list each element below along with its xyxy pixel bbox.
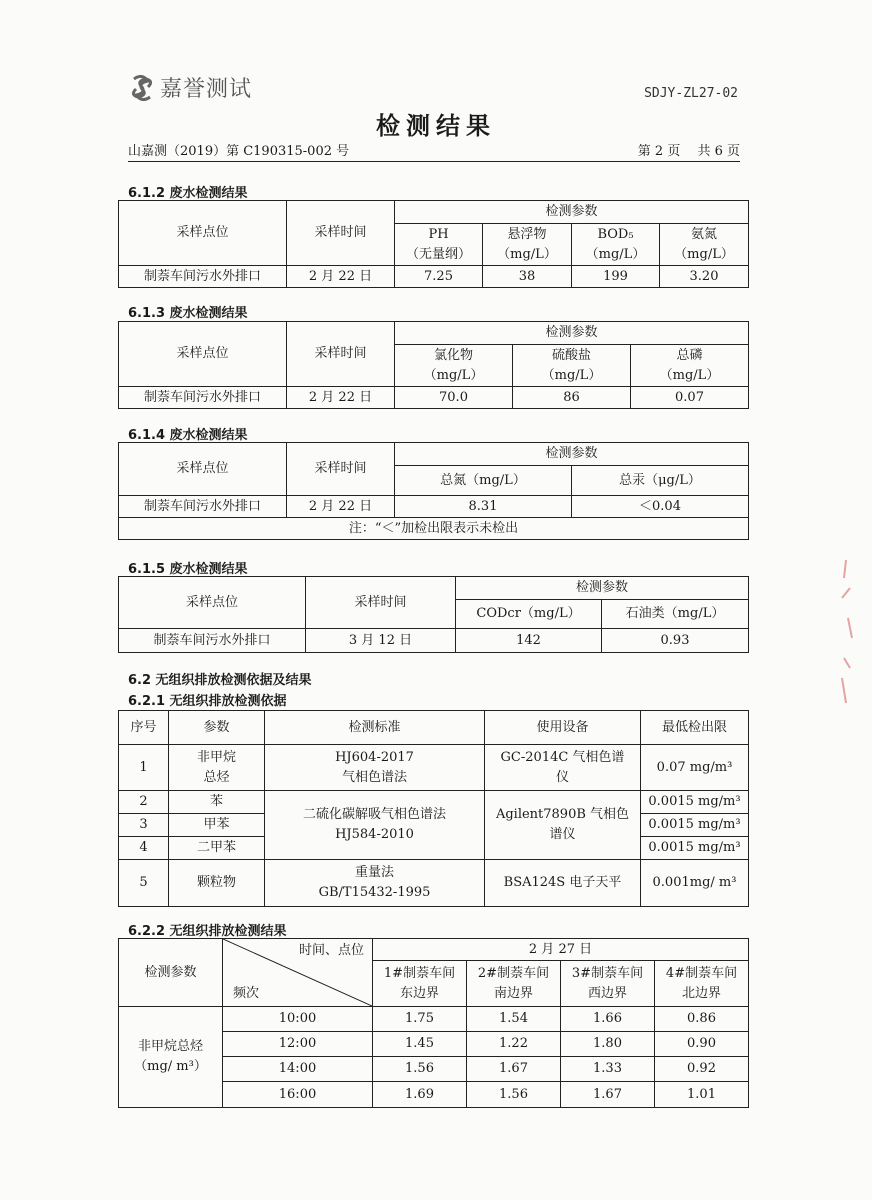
cell-param: 苯 [169, 791, 265, 814]
company-logo [128, 72, 252, 103]
header-point-3: 3#制萘车间 西边界 [561, 961, 655, 1007]
cell-value: 1.67 [561, 1082, 655, 1108]
cell-value: 1.33 [561, 1057, 655, 1082]
cell-value: 1.69 [373, 1082, 467, 1108]
header-test-params: 检测参数 [395, 322, 749, 345]
param-petroleum: 石油类（mg/L） [602, 600, 749, 629]
header-sampling-time: 采样时间 [306, 577, 456, 629]
param-ammonia-nitrogen: 氨氮 （mg/L） [660, 224, 749, 266]
section-6-1-3-title: 6.1.3 废水检测结果 [128, 306, 248, 321]
header-sampling-location: 采样点位 [119, 322, 287, 387]
header-diagonal-cell [223, 939, 373, 1007]
cell-time: 2 月 22 日 [287, 387, 395, 409]
header-sampling-time: 采样时间 [287, 443, 395, 496]
cell-value: 8.31 [395, 496, 572, 518]
cell-location: 制萘车间污水外排口 [119, 387, 287, 409]
cell-standard: 重量法 GB/T15432-1995 [265, 860, 485, 907]
cell-limit: 0.07 mg/m³ [641, 745, 749, 791]
header-point-2: 2#制萘车间 南边界 [467, 961, 561, 1007]
cell-param: 二甲苯 [169, 837, 265, 860]
cell-time: 3 月 12 日 [306, 629, 456, 653]
param-ph: PH （无量纲） [395, 224, 483, 266]
param-total-mercury: 总汞（μg/L） [572, 466, 749, 496]
cell-value: 1.67 [467, 1057, 561, 1082]
header-point-1: 1#制萘车间 东边界 [373, 961, 467, 1007]
cell-value: 1.01 [655, 1082, 749, 1108]
cell-limit: 0.0015 mg/m³ [641, 791, 749, 814]
diag-bottom-label: 频次 [233, 986, 260, 1001]
section-6-1-4-title: 6.1.4 废水检测结果 [128, 428, 248, 443]
header-device: 使用设备 [485, 711, 641, 745]
cell-value: 1.22 [467, 1032, 561, 1057]
header-test-params: 检测参数 [395, 443, 749, 466]
header-detection-limit: 最低检出限 [641, 711, 749, 745]
logo-icon [128, 75, 156, 101]
cell-limit: 0.0015 mg/m³ [641, 814, 749, 837]
cell-value: 86 [513, 387, 631, 409]
cell-time: 2 月 22 日 [287, 496, 395, 518]
table-6-1-2 [118, 200, 749, 288]
table-6-2-1 [118, 710, 749, 907]
cell-value: 70.0 [395, 387, 513, 409]
cell-value: 1.56 [373, 1057, 467, 1082]
cell-value: 142 [456, 629, 602, 653]
cell-no: 4 [119, 837, 169, 860]
cell-time: 14:00 [223, 1057, 373, 1082]
header-sampling-time: 采样时间 [287, 201, 395, 266]
table-note: 注：“＜”加检出限表示未检出 [119, 518, 749, 540]
table-6-1-3 [118, 321, 749, 409]
cell-value: ＜0.04 [572, 496, 749, 518]
table-6-1-4 [118, 442, 749, 540]
cell-param: 非甲烷 总烃 [169, 745, 265, 791]
cell-param: 颗粒物 [169, 860, 265, 907]
cell-location: 制萘车间污水外排口 [119, 629, 306, 653]
param-bod5: BOD₅ （mg/L） [572, 224, 660, 266]
report-line [128, 140, 740, 162]
cell-value: 0.86 [655, 1007, 749, 1032]
header-no: 序号 [119, 711, 169, 745]
header-param: 参数 [169, 711, 265, 745]
cell-param-nmhc: 非甲烷总烃 （mg/ m³） [119, 1007, 223, 1108]
header-standard: 检测标准 [265, 711, 485, 745]
header-sampling-location: 采样点位 [119, 577, 306, 629]
param-codcr: CODcr（mg/L） [456, 600, 602, 629]
cell-device: GC-2014C 气相色谱 仪 [485, 745, 641, 791]
cell-standard: HJ604-2017 气相色谱法 [265, 745, 485, 791]
section-6-2-title: 6.2 无组织排放检测依据及结果 [128, 673, 312, 688]
page-title: 检测结果 [376, 112, 496, 140]
header-point-4: 4#制萘车间 北边界 [655, 961, 749, 1007]
cell-value: 0.92 [655, 1057, 749, 1082]
header-param: 检测参数 [119, 939, 223, 1007]
cell-value: 7.25 [395, 266, 483, 288]
cell-value: 1.54 [467, 1007, 561, 1032]
cell-no: 3 [119, 814, 169, 837]
cell-limit: 0.0015 mg/m³ [641, 837, 749, 860]
cell-time: 2 月 22 日 [287, 266, 395, 288]
cell-value: 1.80 [561, 1032, 655, 1057]
cell-value: 0.07 [631, 387, 749, 409]
header-sampling-location: 采样点位 [119, 201, 287, 266]
section-6-1-5-title: 6.1.5 废水检测结果 [128, 562, 248, 577]
cell-value: 0.90 [655, 1032, 749, 1057]
logo-text: 嘉誉测试 [160, 77, 253, 102]
page-info: 第 2 页 共 6 页 [637, 144, 740, 159]
cell-value: 1.66 [561, 1007, 655, 1032]
header-test-params: 检测参数 [395, 201, 749, 224]
param-sulfate: 硫酸盐 （mg/L） [513, 345, 631, 387]
cell-value: 3.20 [660, 266, 749, 288]
cell-time: 10:00 [223, 1007, 373, 1032]
header-date: 2 月 27 日 [373, 939, 749, 961]
param-total-phosphorus: 总磷 （mg/L） [631, 345, 749, 387]
cell-value: 1.45 [373, 1032, 467, 1057]
diag-top-label: 时间、点位 [298, 943, 364, 958]
cell-value: 1.56 [467, 1082, 561, 1108]
cell-location: 制萘车间污水外排口 [119, 266, 287, 288]
table-6-1-5 [118, 576, 749, 653]
cell-device: BSA124S 电子天平 [485, 860, 641, 907]
cell-param: 甲苯 [169, 814, 265, 837]
cell-time: 16:00 [223, 1082, 373, 1108]
cell-no: 1 [119, 745, 169, 791]
cell-time: 12:00 [223, 1032, 373, 1057]
cell-value: 38 [483, 266, 572, 288]
cell-location: 制萘车间污水外排口 [119, 496, 287, 518]
report-number: 山嘉测（2019）第 C190315-002 号 [128, 144, 350, 159]
cell-device: Agilent7890B 气相色 谱仪 [485, 791, 641, 860]
cell-limit: 0.001mg/ m³ [641, 860, 749, 907]
doc-code: SDJY-ZL27-02 [644, 86, 738, 101]
cell-no: 2 [119, 791, 169, 814]
section-6-1-2-title: 6.1.2 废水检测结果 [128, 186, 248, 201]
cell-value: 199 [572, 266, 660, 288]
cell-value: 0.93 [602, 629, 749, 653]
table-6-2-2 [118, 938, 749, 1108]
header-sampling-time: 采样时间 [287, 322, 395, 387]
param-suspended-solids: 悬浮物 （mg/L） [483, 224, 572, 266]
header-sampling-location: 采样点位 [119, 443, 287, 496]
section-6-2-1-title: 6.2.1 无组织排放检测依据 [128, 694, 287, 709]
param-total-nitrogen: 总氮（mg/L） [395, 466, 572, 496]
cell-value: 1.75 [373, 1007, 467, 1032]
cell-standard: 二硫化碳解吸气相色谱法 HJ584-2010 [265, 791, 485, 860]
cell-no: 5 [119, 860, 169, 907]
section-6-2-2-title: 6.2.2 无组织排放检测结果 [128, 924, 287, 939]
header-test-params: 检测参数 [456, 577, 749, 600]
seal-edge-marks [838, 558, 858, 708]
param-chloride: 氯化物 （mg/L） [395, 345, 513, 387]
